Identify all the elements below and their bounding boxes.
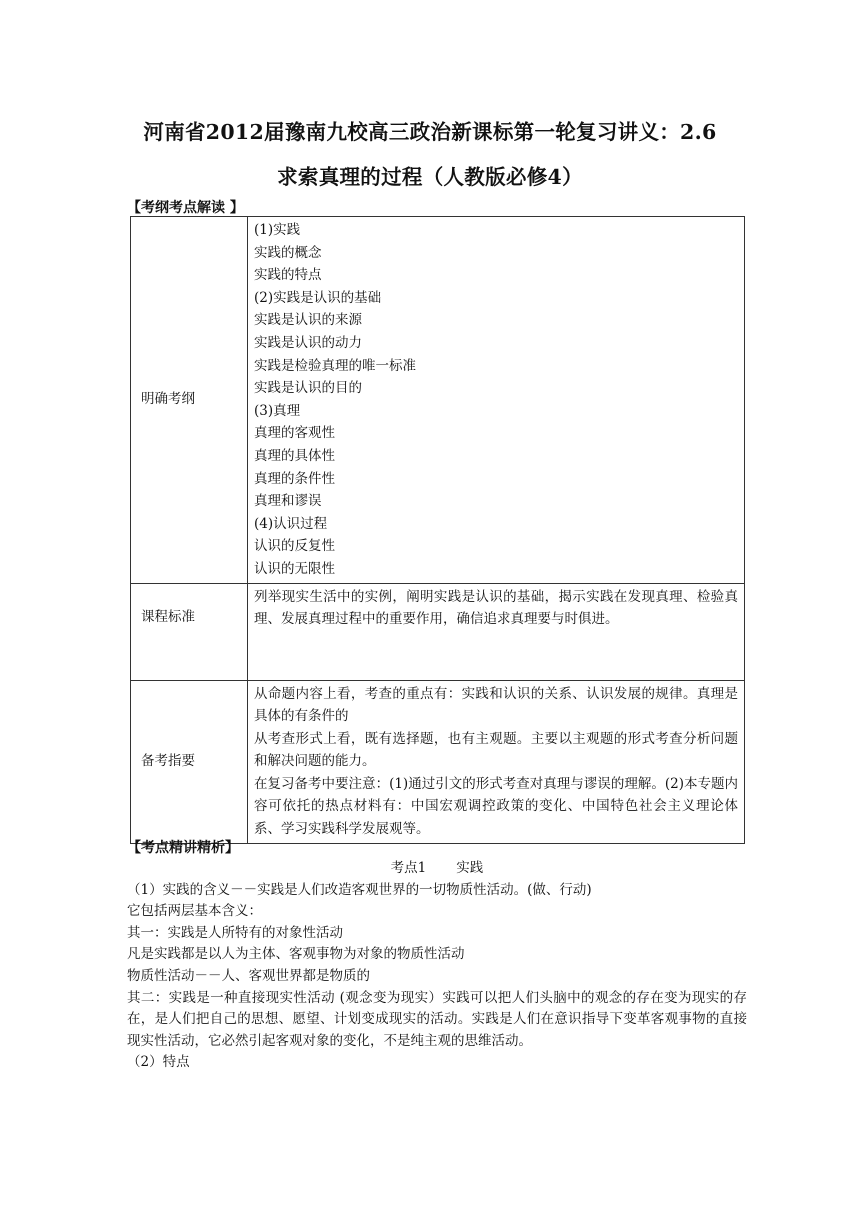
syllabus-item: 实践是认识的来源 xyxy=(254,312,362,329)
syllabus-item: (1)实践 xyxy=(254,222,301,238)
document-title-line-2: 求索真理的过程（人教版必修4） xyxy=(277,165,583,189)
section-header-explanation: 【考点精讲精析】 xyxy=(127,840,239,856)
section-header-syllabus: 【考纲考点解读 】 xyxy=(127,200,244,216)
exam-guide-paragraph: 从命题内容上看，考查的重点有：实践和认识的关系、认识发展的规律。真理是具体的有条件的 xyxy=(254,685,738,725)
syllabus-item: 实践是认识的动力 xyxy=(254,334,362,351)
row-label-curriculum: 课程标准 xyxy=(131,583,248,680)
row-label-exam-guide: 备考指要 xyxy=(131,680,248,843)
row-content-exam-guide xyxy=(248,680,745,843)
table-row-exam-guide xyxy=(131,680,745,843)
table-row-curriculum xyxy=(131,583,745,680)
syllabus-item: 真理的客观性 xyxy=(254,425,335,442)
curriculum-text: 列举现实生活中的实例，阐明实践是认识的基础，揭示实践在发现真理、检验真理、发展真理过程中的重要作用，确信追求真理要与时俱进。 xyxy=(254,588,738,628)
syllabus-item: (4)认识过程 xyxy=(254,515,328,532)
body-paragraph: 凡是实践都是以人为主体、客观事物为对象的物质性活动 xyxy=(127,946,465,963)
syllabus-item: 真理的具体性 xyxy=(254,447,335,464)
body-paragraph: （1）实践的含义－－实践是人们改造客观世界的一切物质性活动。(做、行动) xyxy=(127,881,592,898)
body-paragraph: 它包括两层基本含义： xyxy=(127,903,262,920)
syllabus-table xyxy=(130,216,745,844)
syllabus-item: 认识的无限性 xyxy=(254,560,335,577)
syllabus-item: 真理的条件性 xyxy=(254,470,335,487)
syllabus-item: (2)实践是认识的基础 xyxy=(254,289,382,306)
body-text xyxy=(127,858,747,1074)
syllabus-item: 认识的反复性 xyxy=(254,538,335,555)
syllabus-item: 真理和谬误 xyxy=(254,493,322,510)
row-content-curriculum xyxy=(248,583,745,680)
syllabus-item: 实践是检验真理的唯一标准 xyxy=(254,357,416,374)
syllabus-item: 实践的特点 xyxy=(254,267,322,284)
syllabus-item: 实践是认识的目的 xyxy=(254,380,362,397)
syllabus-item: (3)真理 xyxy=(254,402,301,419)
body-paragraph: 物质性活动－－人、客观世界都是物质的 xyxy=(127,967,370,984)
document-title-line-1: 河南省2012届豫南九校高三政治新课标第一轮复习讲义：2.6 xyxy=(143,120,717,144)
body-paragraph: （2）特点 xyxy=(127,1054,190,1071)
row-label-syllabus: 明确考纲 xyxy=(131,217,248,584)
body-paragraph: 其二：实践是一种直接现实性活动 (观念变为现实）实践可以把人们头脑中的观念的存在变为现实的存在，是人们把自己的思想、愿望、计划变成现实的活动。实践是人们在意识指导下变革客观事物的直接现实性活动，它必然引起客观对象的变化，不是纯主观的思维活动。 xyxy=(127,989,747,1049)
body-paragraph: 其一：实践是人所特有的对象性活动 xyxy=(127,924,343,941)
exam-guide-paragraph: 从考查形式上看，既有选择题，也有主观题。主要以主观题的形式考查分析问题和解决问题的能力。 xyxy=(254,730,738,770)
syllabus-item: 实践的概念 xyxy=(254,244,322,261)
point-title: 考点1 实践 xyxy=(390,860,484,876)
table-row-syllabus xyxy=(131,217,745,584)
row-content-syllabus xyxy=(248,217,745,584)
exam-guide-paragraph: 在复习备考中要注意：(1)通过引文的形式考查对真理与谬误的理解。(2)本专题内容可依托的热点材料有：中国宏观调控政策的变化、中国特色社会主义理论体系、学习实践科学发展观等。 xyxy=(254,775,738,838)
